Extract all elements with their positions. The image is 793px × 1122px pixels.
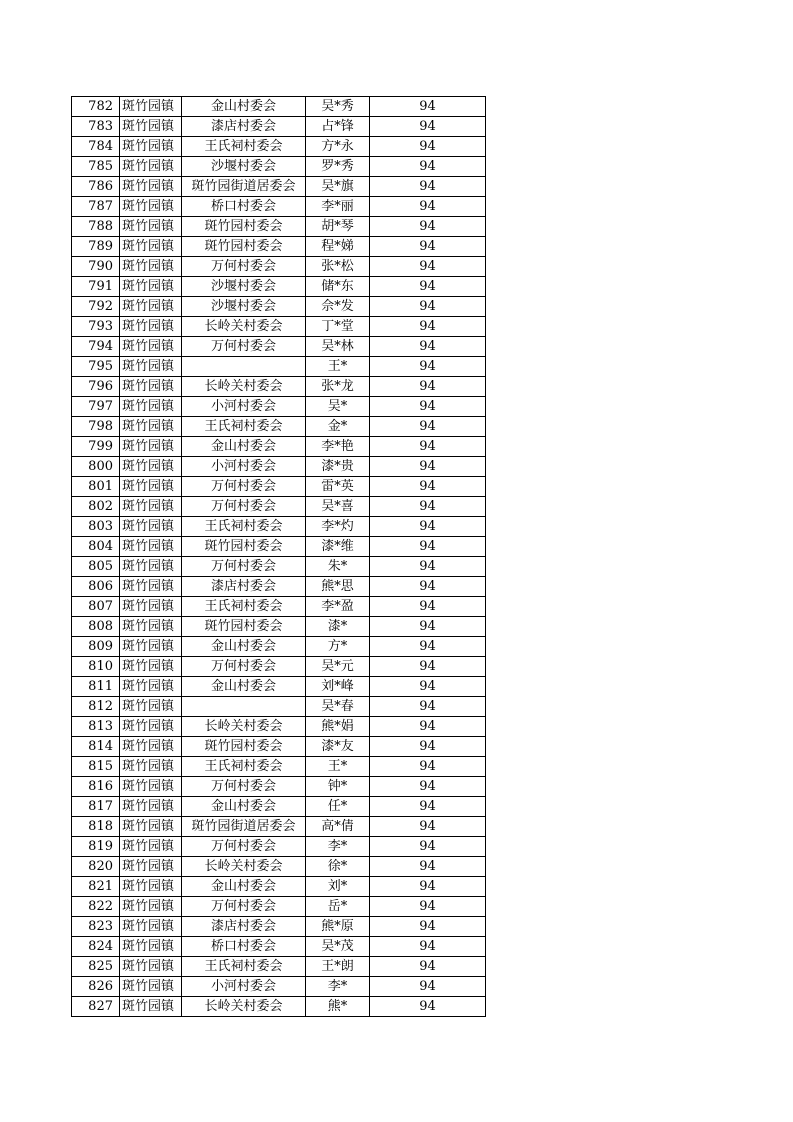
- row-number-cell: 805: [72, 557, 120, 577]
- table-row: [72, 557, 486, 577]
- person-name-cell: 吴*元: [306, 657, 370, 677]
- table-row: [72, 737, 486, 757]
- village-cell: 王氏祠村委会: [182, 757, 306, 777]
- table-row: [72, 897, 486, 917]
- row-number-cell: 808: [72, 617, 120, 637]
- town-cell: 斑竹园镇: [120, 297, 182, 317]
- town-cell: 斑竹园镇: [120, 437, 182, 457]
- town-cell: 斑竹园镇: [120, 817, 182, 837]
- town-cell: 斑竹园镇: [120, 677, 182, 697]
- row-number-cell: 792: [72, 297, 120, 317]
- village-cell: 万何村委会: [182, 557, 306, 577]
- person-name-cell: 熊*娟: [306, 717, 370, 737]
- person-name-cell: 方*: [306, 637, 370, 657]
- score-cell: 94: [370, 957, 486, 977]
- town-cell: 斑竹园镇: [120, 957, 182, 977]
- village-cell: 沙堰村委会: [182, 277, 306, 297]
- row-number-cell: 818: [72, 817, 120, 837]
- score-cell: 94: [370, 457, 486, 477]
- score-cell: 94: [370, 917, 486, 937]
- score-cell: 94: [370, 897, 486, 917]
- town-cell: 斑竹园镇: [120, 757, 182, 777]
- score-cell: 94: [370, 937, 486, 957]
- person-name-cell: 张*龙: [306, 377, 370, 397]
- row-number-cell: 787: [72, 197, 120, 217]
- table-row: [72, 837, 486, 857]
- row-number-cell: 801: [72, 477, 120, 497]
- table-row: [72, 697, 486, 717]
- town-cell: 斑竹园镇: [120, 497, 182, 517]
- town-cell: 斑竹园镇: [120, 937, 182, 957]
- village-cell: 王氏祠村委会: [182, 597, 306, 617]
- table-row: [72, 337, 486, 357]
- table-row: [72, 397, 486, 417]
- person-name-cell: 吴*旗: [306, 177, 370, 197]
- table-row: [72, 997, 486, 1017]
- person-name-cell: 刘*峰: [306, 677, 370, 697]
- village-cell: 王氏祠村委会: [182, 957, 306, 977]
- village-cell: 斑竹园村委会: [182, 237, 306, 257]
- table-row: [72, 877, 486, 897]
- score-cell: 94: [370, 637, 486, 657]
- person-name-cell: 任*: [306, 797, 370, 817]
- town-cell: 斑竹园镇: [120, 457, 182, 477]
- table-row: [72, 117, 486, 137]
- person-name-cell: 雷*英: [306, 477, 370, 497]
- village-cell: 王氏祠村委会: [182, 517, 306, 537]
- person-name-cell: 罗*秀: [306, 157, 370, 177]
- person-name-cell: 漆*贵: [306, 457, 370, 477]
- row-number-cell: 782: [72, 97, 120, 117]
- town-cell: 斑竹园镇: [120, 877, 182, 897]
- row-number-cell: 802: [72, 497, 120, 517]
- score-cell: 94: [370, 157, 486, 177]
- row-number-cell: 812: [72, 697, 120, 717]
- town-cell: 斑竹园镇: [120, 257, 182, 277]
- row-number-cell: 823: [72, 917, 120, 937]
- town-cell: 斑竹园镇: [120, 697, 182, 717]
- row-number-cell: 800: [72, 457, 120, 477]
- town-cell: 斑竹园镇: [120, 657, 182, 677]
- person-name-cell: 钟*: [306, 777, 370, 797]
- row-number-cell: 788: [72, 217, 120, 237]
- table-row: [72, 517, 486, 537]
- town-cell: 斑竹园镇: [120, 777, 182, 797]
- town-cell: 斑竹园镇: [120, 557, 182, 577]
- village-cell: 沙堰村委会: [182, 297, 306, 317]
- person-name-cell: 李*: [306, 837, 370, 857]
- person-name-cell: 胡*琴: [306, 217, 370, 237]
- score-cell: 94: [370, 877, 486, 897]
- table-row: [72, 477, 486, 497]
- village-cell: 万何村委会: [182, 497, 306, 517]
- table-row: [72, 537, 486, 557]
- score-cell: 94: [370, 997, 486, 1017]
- score-cell: 94: [370, 597, 486, 617]
- person-name-cell: 李*灼: [306, 517, 370, 537]
- town-cell: 斑竹园镇: [120, 417, 182, 437]
- village-cell: 万何村委会: [182, 257, 306, 277]
- table-row: [72, 957, 486, 977]
- town-cell: 斑竹园镇: [120, 737, 182, 757]
- table-row: [72, 717, 486, 737]
- score-cell: 94: [370, 837, 486, 857]
- village-cell: 斑竹园村委会: [182, 217, 306, 237]
- person-name-cell: 漆*维: [306, 537, 370, 557]
- table-row: [72, 937, 486, 957]
- town-cell: 斑竹园镇: [120, 617, 182, 637]
- score-cell: 94: [370, 537, 486, 557]
- score-cell: 94: [370, 477, 486, 497]
- village-cell: 小河村委会: [182, 457, 306, 477]
- score-cell: 94: [370, 517, 486, 537]
- person-name-cell: 吴*: [306, 397, 370, 417]
- village-cell: 万何村委会: [182, 777, 306, 797]
- village-cell: 长岭关村委会: [182, 997, 306, 1017]
- score-cell: 94: [370, 357, 486, 377]
- person-name-cell: 漆*友: [306, 737, 370, 757]
- row-number-cell: 804: [72, 537, 120, 557]
- row-number-cell: 827: [72, 997, 120, 1017]
- town-cell: 斑竹园镇: [120, 517, 182, 537]
- village-cell: 金山村委会: [182, 797, 306, 817]
- person-name-cell: 王*: [306, 757, 370, 777]
- table-row: [72, 217, 486, 237]
- town-cell: 斑竹园镇: [120, 217, 182, 237]
- row-number-cell: 790: [72, 257, 120, 277]
- town-cell: 斑竹园镇: [120, 897, 182, 917]
- score-cell: 94: [370, 317, 486, 337]
- person-name-cell: 金*: [306, 417, 370, 437]
- row-number-cell: 817: [72, 797, 120, 817]
- village-cell: 金山村委会: [182, 677, 306, 697]
- table-row: [72, 297, 486, 317]
- score-cell: 94: [370, 857, 486, 877]
- town-cell: 斑竹园镇: [120, 917, 182, 937]
- table-row: [72, 357, 486, 377]
- row-number-cell: 799: [72, 437, 120, 457]
- town-cell: 斑竹园镇: [120, 597, 182, 617]
- row-number-cell: 794: [72, 337, 120, 357]
- person-name-cell: 漆*: [306, 617, 370, 637]
- village-cell: [182, 357, 306, 377]
- town-cell: 斑竹园镇: [120, 837, 182, 857]
- score-cell: 94: [370, 197, 486, 217]
- village-cell: 万何村委会: [182, 897, 306, 917]
- person-name-cell: 吴*春: [306, 697, 370, 717]
- table-row: [72, 857, 486, 877]
- village-cell: 金山村委会: [182, 437, 306, 457]
- score-cell: 94: [370, 137, 486, 157]
- table-row: [72, 237, 486, 257]
- village-cell: 桥口村委会: [182, 937, 306, 957]
- row-number-cell: 822: [72, 897, 120, 917]
- score-cell: 94: [370, 697, 486, 717]
- table-row: [72, 637, 486, 657]
- row-number-cell: 819: [72, 837, 120, 857]
- town-cell: 斑竹园镇: [120, 537, 182, 557]
- row-number-cell: 793: [72, 317, 120, 337]
- village-cell: 斑竹园村委会: [182, 617, 306, 637]
- score-cell: 94: [370, 277, 486, 297]
- town-cell: 斑竹园镇: [120, 717, 182, 737]
- person-name-cell: 吴*秀: [306, 97, 370, 117]
- village-cell: 小河村委会: [182, 397, 306, 417]
- village-cell: 长岭关村委会: [182, 857, 306, 877]
- town-cell: 斑竹园镇: [120, 117, 182, 137]
- row-number-cell: 825: [72, 957, 120, 977]
- row-number-cell: 798: [72, 417, 120, 437]
- row-number-cell: 826: [72, 977, 120, 997]
- person-name-cell: 岳*: [306, 897, 370, 917]
- score-cell: 94: [370, 497, 486, 517]
- table-row: [72, 797, 486, 817]
- table-row: [72, 817, 486, 837]
- town-cell: 斑竹园镇: [120, 197, 182, 217]
- score-cell: 94: [370, 677, 486, 697]
- town-cell: 斑竹园镇: [120, 857, 182, 877]
- score-cell: 94: [370, 397, 486, 417]
- table-row: [72, 657, 486, 677]
- village-cell: 长岭关村委会: [182, 317, 306, 337]
- village-cell: 万何村委会: [182, 657, 306, 677]
- village-cell: 长岭关村委会: [182, 717, 306, 737]
- score-cell: 94: [370, 777, 486, 797]
- row-number-cell: 807: [72, 597, 120, 617]
- village-cell: 长岭关村委会: [182, 377, 306, 397]
- row-number-cell: 811: [72, 677, 120, 697]
- table-row: [72, 377, 486, 397]
- town-cell: 斑竹园镇: [120, 357, 182, 377]
- table-row: [72, 617, 486, 637]
- person-name-cell: 徐*: [306, 857, 370, 877]
- row-number-cell: 809: [72, 637, 120, 657]
- person-name-cell: 方*永: [306, 137, 370, 157]
- town-cell: 斑竹园镇: [120, 997, 182, 1017]
- table-row: [72, 417, 486, 437]
- person-name-cell: 朱*: [306, 557, 370, 577]
- town-cell: 斑竹园镇: [120, 337, 182, 357]
- town-cell: 斑竹园镇: [120, 277, 182, 297]
- score-cell: 94: [370, 237, 486, 257]
- table-row: [72, 777, 486, 797]
- table-row: [72, 597, 486, 617]
- table-row: [72, 197, 486, 217]
- town-cell: 斑竹园镇: [120, 637, 182, 657]
- town-cell: 斑竹园镇: [120, 237, 182, 257]
- town-cell: 斑竹园镇: [120, 397, 182, 417]
- person-name-cell: 熊*: [306, 997, 370, 1017]
- row-number-cell: 795: [72, 357, 120, 377]
- village-cell: 沙堰村委会: [182, 157, 306, 177]
- table-row: [72, 277, 486, 297]
- row-number-cell: 784: [72, 137, 120, 157]
- roster-table: [71, 96, 486, 1017]
- score-cell: 94: [370, 817, 486, 837]
- village-cell: 万何村委会: [182, 477, 306, 497]
- score-cell: 94: [370, 97, 486, 117]
- person-name-cell: 吴*林: [306, 337, 370, 357]
- town-cell: 斑竹园镇: [120, 157, 182, 177]
- table-row: [72, 257, 486, 277]
- village-cell: 漆店村委会: [182, 577, 306, 597]
- score-cell: 94: [370, 177, 486, 197]
- person-name-cell: 熊*思: [306, 577, 370, 597]
- score-cell: 94: [370, 657, 486, 677]
- score-cell: 94: [370, 437, 486, 457]
- village-cell: 万何村委会: [182, 337, 306, 357]
- person-name-cell: 佘*发: [306, 297, 370, 317]
- person-name-cell: 丁*堂: [306, 317, 370, 337]
- person-name-cell: 刘*: [306, 877, 370, 897]
- town-cell: 斑竹园镇: [120, 317, 182, 337]
- village-cell: 金山村委会: [182, 97, 306, 117]
- person-name-cell: 熊*原: [306, 917, 370, 937]
- table-row: [72, 457, 486, 477]
- score-cell: 94: [370, 797, 486, 817]
- person-name-cell: 张*松: [306, 257, 370, 277]
- town-cell: 斑竹园镇: [120, 477, 182, 497]
- table-row: [72, 177, 486, 197]
- score-cell: 94: [370, 417, 486, 437]
- table-row: [72, 977, 486, 997]
- row-number-cell: 789: [72, 237, 120, 257]
- score-cell: 94: [370, 577, 486, 597]
- score-cell: 94: [370, 217, 486, 237]
- town-cell: 斑竹园镇: [120, 97, 182, 117]
- village-cell: 万何村委会: [182, 837, 306, 857]
- person-name-cell: 吴*喜: [306, 497, 370, 517]
- score-cell: 94: [370, 977, 486, 997]
- table-row: [72, 317, 486, 337]
- person-name-cell: 高*倩: [306, 817, 370, 837]
- roster-table-body: [72, 97, 486, 1017]
- person-name-cell: 占*锋: [306, 117, 370, 137]
- table-row: [72, 757, 486, 777]
- village-cell: [182, 697, 306, 717]
- village-cell: 小河村委会: [182, 977, 306, 997]
- village-cell: 桥口村委会: [182, 197, 306, 217]
- village-cell: 漆店村委会: [182, 117, 306, 137]
- table-row: [72, 677, 486, 697]
- table-row: [72, 437, 486, 457]
- row-number-cell: 783: [72, 117, 120, 137]
- village-cell: 斑竹园街道居委会: [182, 817, 306, 837]
- table-row: [72, 137, 486, 157]
- table-row: [72, 917, 486, 937]
- person-name-cell: 程*娣: [306, 237, 370, 257]
- table-row: [72, 97, 486, 117]
- row-number-cell: 785: [72, 157, 120, 177]
- town-cell: 斑竹园镇: [120, 377, 182, 397]
- person-name-cell: 吴*茂: [306, 937, 370, 957]
- row-number-cell: 803: [72, 517, 120, 537]
- person-name-cell: 储*东: [306, 277, 370, 297]
- row-number-cell: 821: [72, 877, 120, 897]
- score-cell: 94: [370, 557, 486, 577]
- row-number-cell: 813: [72, 717, 120, 737]
- row-number-cell: 824: [72, 937, 120, 957]
- table-row: [72, 577, 486, 597]
- score-cell: 94: [370, 717, 486, 737]
- town-cell: 斑竹园镇: [120, 137, 182, 157]
- person-name-cell: 李*艳: [306, 437, 370, 457]
- row-number-cell: 816: [72, 777, 120, 797]
- village-cell: 斑竹园村委会: [182, 737, 306, 757]
- score-cell: 94: [370, 257, 486, 277]
- town-cell: 斑竹园镇: [120, 577, 182, 597]
- town-cell: 斑竹园镇: [120, 177, 182, 197]
- row-number-cell: 815: [72, 757, 120, 777]
- person-name-cell: 李*盈: [306, 597, 370, 617]
- score-cell: 94: [370, 737, 486, 757]
- village-cell: 王氏祠村委会: [182, 417, 306, 437]
- row-number-cell: 791: [72, 277, 120, 297]
- person-name-cell: 李*: [306, 977, 370, 997]
- person-name-cell: 王*: [306, 357, 370, 377]
- village-cell: 金山村委会: [182, 637, 306, 657]
- score-cell: 94: [370, 617, 486, 637]
- row-number-cell: 796: [72, 377, 120, 397]
- table-row: [72, 497, 486, 517]
- row-number-cell: 820: [72, 857, 120, 877]
- row-number-cell: 810: [72, 657, 120, 677]
- person-name-cell: 李*丽: [306, 197, 370, 217]
- village-cell: 金山村委会: [182, 877, 306, 897]
- row-number-cell: 806: [72, 577, 120, 597]
- row-number-cell: 814: [72, 737, 120, 757]
- person-name-cell: 王*朗: [306, 957, 370, 977]
- town-cell: 斑竹园镇: [120, 977, 182, 997]
- score-cell: 94: [370, 297, 486, 317]
- row-number-cell: 797: [72, 397, 120, 417]
- row-number-cell: 786: [72, 177, 120, 197]
- score-cell: 94: [370, 377, 486, 397]
- village-cell: 漆店村委会: [182, 917, 306, 937]
- village-cell: 斑竹园街道居委会: [182, 177, 306, 197]
- village-cell: 王氏祠村委会: [182, 137, 306, 157]
- table-row: [72, 157, 486, 177]
- village-cell: 斑竹园村委会: [182, 537, 306, 557]
- score-cell: 94: [370, 757, 486, 777]
- town-cell: 斑竹园镇: [120, 797, 182, 817]
- score-cell: 94: [370, 337, 486, 357]
- score-cell: 94: [370, 117, 486, 137]
